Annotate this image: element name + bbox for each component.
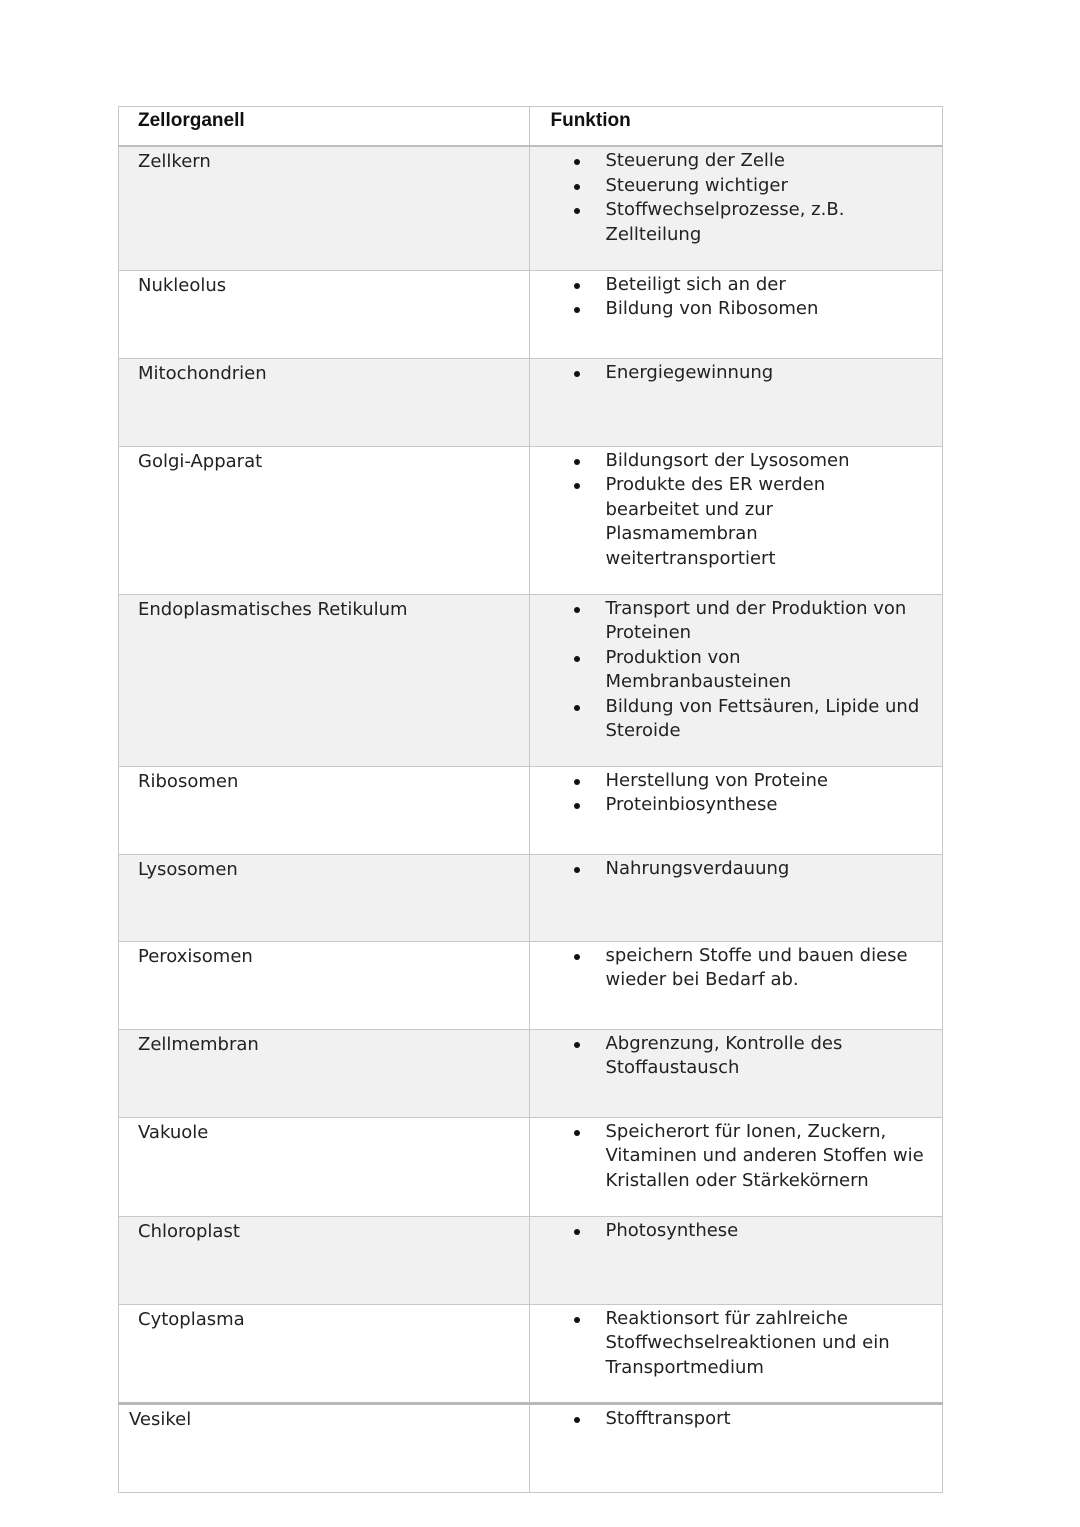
table-row <box>119 146 943 270</box>
function-cell <box>530 1403 943 1492</box>
function-cell <box>530 146 943 270</box>
function-cell <box>530 1304 943 1403</box>
organelle-name: Chloroplast <box>138 1220 240 1242</box>
function-cell <box>530 1029 943 1117</box>
function-cell <box>530 358 943 446</box>
function-item: Photosynthese <box>530 1219 934 1244</box>
organelle-name-cell <box>119 854 530 941</box>
function-cell <box>530 1216 943 1304</box>
function-list <box>530 359 942 386</box>
organelle-name-cell <box>119 1117 530 1216</box>
function-list <box>530 147 942 247</box>
function-cell <box>530 1117 943 1216</box>
function-cell <box>530 854 943 941</box>
organelle-name-cell <box>119 1304 530 1403</box>
organelle-name-cell <box>119 766 530 854</box>
function-list <box>530 1118 942 1194</box>
organelle-name-cell <box>119 1029 530 1117</box>
function-cell <box>530 594 943 766</box>
function-list <box>530 1217 942 1244</box>
function-item: Stoffwechselprozesse, z.B. Zellteilung <box>530 198 934 247</box>
organelle-name-cell <box>119 1216 530 1304</box>
organelle-name: Mitochondrien <box>138 362 267 384</box>
function-item: Proteinbiosynthese <box>530 793 934 818</box>
function-list <box>530 447 942 572</box>
function-list <box>530 1030 942 1081</box>
organelle-name: Golgi-Apparat <box>138 450 263 472</box>
organelle-name-cell <box>119 270 530 358</box>
header-organelle: Zellorganell <box>119 107 530 147</box>
function-item: Steuerung wichtiger <box>530 174 934 199</box>
table-header-row <box>119 107 943 147</box>
organelle-name-cell <box>119 594 530 766</box>
function-item: Reaktionsort für zahlreiche Stoffwechselreaktionen und ein Transportmedium <box>530 1307 934 1381</box>
function-item: Bildung von Ribosomen <box>530 297 934 322</box>
function-item: Steuerung der Zelle <box>530 149 934 174</box>
table-row <box>119 1304 943 1403</box>
organelle-name-cell <box>119 358 530 446</box>
function-list <box>530 1405 942 1432</box>
organelle-name: Endoplasmatisches Retikulum <box>138 598 408 620</box>
table-row <box>119 358 943 446</box>
function-item: Produkte des ER werden bearbeitet und zur Plasmamembran weitertransportiert <box>530 473 934 571</box>
organelle-name: Nukleolus <box>138 274 227 296</box>
function-cell <box>530 941 943 1029</box>
function-item: Beteiligt sich an der <box>530 273 934 298</box>
organelle-table <box>118 106 943 1493</box>
table-row <box>119 941 943 1029</box>
header-function: Funktion <box>530 107 943 147</box>
table-row <box>119 766 943 854</box>
function-item: Bildungsort der Lysosomen <box>530 449 934 474</box>
function-item: Speicherort für Ionen, Zuckern, Vitaminen und anderen Stoffen wie Kristallen oder Stärkekörnern <box>530 1120 934 1194</box>
function-list <box>530 855 942 882</box>
organelle-name: Vakuole <box>138 1121 209 1143</box>
function-list <box>530 767 942 818</box>
table-row <box>119 446 943 594</box>
organelle-name-cell <box>119 1403 530 1492</box>
function-cell <box>530 446 943 594</box>
organelle-name-cell <box>119 146 530 270</box>
function-item: Nahrungsverdauung <box>530 857 934 882</box>
function-item: Produktion von Membranbausteinen <box>530 646 934 695</box>
organelle-name: Peroxisomen <box>138 945 253 967</box>
table-row <box>119 1117 943 1216</box>
function-item: Herstellung von Proteine <box>530 769 934 794</box>
table-row <box>119 854 943 941</box>
table-row <box>119 270 943 358</box>
table-row <box>119 1216 943 1304</box>
organelle-name: Ribosomen <box>138 770 239 792</box>
organelle-name: Lysosomen <box>138 858 238 880</box>
function-item: Stofftransport <box>530 1407 934 1432</box>
organelle-name: Zellkern <box>138 151 211 172</box>
function-cell <box>530 766 943 854</box>
table-row <box>119 1029 943 1117</box>
organelle-name-cell <box>119 446 530 594</box>
function-cell <box>530 270 943 358</box>
function-item: speichern Stoffe und bauen diese wieder bei Bedarf ab. <box>530 944 934 993</box>
organelle-name: Cytoplasma <box>138 1308 245 1330</box>
organelle-name-cell <box>119 941 530 1029</box>
function-item: Energiegewinnung <box>530 361 934 386</box>
function-list <box>530 595 942 744</box>
function-item: Abgrenzung, Kontrolle des Stoffaustausch <box>530 1032 934 1081</box>
organelle-name: Zellmembran <box>138 1033 259 1055</box>
function-item: Transport und der Produktion von Proteinen <box>530 597 934 646</box>
function-item: Bildung von Fettsäuren, Lipide und Steroide <box>530 695 934 744</box>
function-list <box>530 271 942 322</box>
table-row <box>119 594 943 766</box>
table-row <box>119 1403 943 1492</box>
function-list <box>530 1305 942 1381</box>
function-list <box>530 942 942 993</box>
organelle-name: Vesikel <box>129 1408 192 1430</box>
